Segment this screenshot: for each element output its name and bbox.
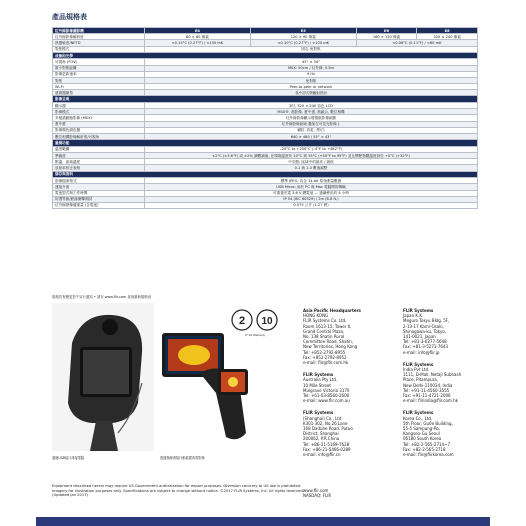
row-value: 45° × 34° <box>145 59 478 65</box>
row-value: 紅外線影像區域 疊加在可見光影像上 <box>145 121 478 127</box>
row-value: Peer-to-peer or network <box>145 84 478 90</box>
section-header <box>53 171 478 178</box>
office-line: 141-0021, Japan <box>403 334 436 340</box>
row-value: 9 Hz <box>145 71 478 77</box>
office-block <box>403 308 493 355</box>
office-line: No. 138 Shatin Rural <box>303 334 345 340</box>
office-line: Fax: +91-11-4721-2006 <box>403 393 451 399</box>
row-value: 可重複充電 3.6 V 鋰電池 — 連續使用約 4 小時 <box>145 190 478 196</box>
model-e6: E6 <box>356 28 417 34</box>
section-header <box>53 96 478 103</box>
bottom-bar <box>36 517 490 526</box>
office-line: Tel: +86-21-5169-7628 <box>303 441 350 447</box>
row-label: 連接介面 <box>53 184 145 190</box>
spec-cell: 80 × 60 像素 <box>145 34 251 40</box>
office-line: 2-13-17 Kami-Osaki, <box>403 323 444 329</box>
spec-cell: 160 × 120 像素 <box>356 34 417 40</box>
web-links <box>303 488 331 498</box>
model-e8: E8 <box>417 28 478 34</box>
spec-cell: 320 × 240 像素 <box>417 34 478 40</box>
row-value: 中央點; 區域中的最高 / 最低 <box>145 159 478 165</box>
office-line: Tel: +61-03-8560-2600 <box>303 393 350 399</box>
row-value: USB Micro: 用於 PC 與 Mac 電腦間的傳輸 <box>145 184 478 190</box>
row-value: MSX: 50cm / 紅外線: 0.5m <box>145 65 478 71</box>
model-e5: E5 <box>250 28 356 34</box>
office-name: FLIR Systems <box>303 410 334 416</box>
row-label: 影像模式 <box>53 109 145 115</box>
office-block <box>403 362 493 404</box>
row-value: 非冷卻式微輻射熱計 <box>145 90 478 96</box>
office-line: India Pvt Ltd. <box>403 367 430 373</box>
office-line: e-mail: info@flir.jp <box>403 349 440 355</box>
model-e4: E4 <box>145 28 251 34</box>
row-label: 紅外線影像解析度 <box>53 34 145 40</box>
office-line: e-mail: www.flir.com.au <box>303 398 350 404</box>
section-title: 成像和光學 <box>53 52 478 59</box>
row-label: 可視角 (FOV) <box>53 59 145 65</box>
badge-right-number: 10 <box>261 316 273 327</box>
office-line: Room 1613-15, Tower II, <box>303 323 352 329</box>
row-value: 標準 JPEG, 內含 14-bit 原始測量數據 <box>145 178 478 184</box>
office-line: Shinagawa-ku, Tokyo, <box>403 328 447 334</box>
office-line: FLIR Systems Co. Ltd. <box>303 318 347 324</box>
section-header <box>53 52 478 59</box>
spec-cell: 120 × 90 像素 <box>250 34 356 40</box>
office-line: 55-5 Sampung-Ro, <box>403 426 441 432</box>
row-label: 電池型式與工作時間 <box>53 190 145 196</box>
office-line: Kangseo-Gu Seoul <box>403 431 440 437</box>
warranty-badges <box>230 308 280 338</box>
office-line: e-mail: flir@flir.com.hk <box>303 360 349 366</box>
section-title: 量測功能 <box>53 140 478 147</box>
office-line: Australia Pty Ltd. <box>303 377 338 383</box>
office-line: Committee Road, Shatin, <box>303 339 354 345</box>
row-value: 鐵虹, 彩虹, 黑/白 <box>145 127 478 133</box>
header-label: 紅外線影像攝影機 <box>53 28 145 34</box>
office-line: Fax: +81-3-5271-7643 <box>403 344 449 350</box>
office-line: District, Shanghai <box>303 431 339 437</box>
row-label: 影像檔案格式 <box>53 178 145 184</box>
spec-table <box>52 27 478 209</box>
spec-cell: <0.15°C (0.27°F) / <150 mK <box>145 40 251 46</box>
page-title: 產品規格表 <box>52 13 87 21</box>
row-value: IP 54 (IEC 60529) / 2m (6.6 ft.) <box>145 196 478 202</box>
office-line: Tel: +852-2792-8955 <box>303 349 346 355</box>
row-label: 放射率校正表格 <box>53 165 145 171</box>
camera-usb-image <box>52 303 154 451</box>
office-line: HONG KONG <box>303 313 329 319</box>
row-value: –20°C to +250°C (–4°F to +482°F) <box>145 146 478 152</box>
office-line: 06180 South Korea <box>403 436 442 442</box>
office-line: Tel: +91-11-4560-3555 <box>403 387 450 393</box>
office-line: Fax: +852-2792-8952 <box>303 354 347 360</box>
office-line: 168 Daduhe Road, Putuo <box>303 426 353 432</box>
row-label: 顯示器 <box>53 103 145 109</box>
office-line: 200062, P.R.China <box>303 436 340 442</box>
row-label: 數位相機影像解析度/可視角 <box>53 134 145 140</box>
row-label: 熱靈敏度/NETD <box>53 40 145 46</box>
badge-caption: 2*-10 Warranty <box>244 333 266 337</box>
spec-cell: <0.10°C (0.27°F) / <100 mK <box>250 40 356 46</box>
office-block <box>403 410 493 457</box>
row-label: 點溫、區域溫度 <box>53 159 145 165</box>
row-label: 最小對焦距離 <box>53 65 145 71</box>
office-line: 1111, D-Mall, Netaji Subhash <box>403 372 462 378</box>
caption-usb: 通過USB接口連接電腦 <box>52 456 85 460</box>
office-block <box>303 410 391 457</box>
row-value: ±2°C (±3.6°F) 或 ±2% 讀數讀值, 在環境溫度於 10°C 到 35°C (+50°F to 95°F) 並且標靶物體溫度高於 +0°C (+32°F) <box>145 152 478 158</box>
row-label: 對焦模式 <box>53 46 145 52</box>
office-line: Mulgrave Victoria 3170 <box>303 387 350 393</box>
row-label: Wi-Fi <box>53 84 145 90</box>
office-line: New Delhi-110034, India <box>403 382 453 388</box>
row-value: MSX®, 熱影像, 畫中畫, 熱融合, 數位相機 <box>145 109 478 115</box>
spec-cell: <0.06°C (0.11°F) / <60 mK <box>356 40 477 46</box>
office-line: Place, Pitampura, <box>403 377 438 383</box>
website-link[interactable]: www.flir.com <box>303 488 329 493</box>
row-label: 準確度 <box>53 152 145 158</box>
office-line: 5th Floor, Gu0e Building, <box>403 420 453 426</box>
section-title: 影像呈現 <box>53 96 478 103</box>
row-value: 紅外線影像顯示增強版影像細節 <box>145 115 478 121</box>
offices-column-1 <box>303 308 391 464</box>
office-name: FLIR Systems <box>403 308 434 313</box>
section-header <box>53 140 478 147</box>
office-line: Korea Co., Ltd. <box>403 415 433 421</box>
row-label: 影像顏色調色盤 <box>53 127 145 133</box>
row-value: 0.1 到 1.0 數值調整 <box>145 165 478 171</box>
spec-row <box>53 202 478 208</box>
office-name: FLIR Systems <box>403 410 434 416</box>
office-line: K301-302, No.26 Lane <box>303 420 348 426</box>
row-label: 防護等級/跌落衝擊測試 <box>53 196 145 202</box>
row-value: 640 × 480 / 55° × 43° <box>145 134 478 140</box>
row-label: 對焦 <box>53 77 145 83</box>
office-line: Meguro Tokyu Bldg. 5F, <box>403 318 450 324</box>
office-name: FLIR Systems <box>403 361 434 367</box>
caption-wireless: 透過無線連接行動裝置查看影像 <box>160 456 205 460</box>
office-line: Japan K.K. <box>403 313 424 319</box>
office-block <box>303 308 391 365</box>
row-label: 影像更新速率 <box>53 71 145 77</box>
office-line: Fax: +86-21-5466-0289 <box>303 446 351 452</box>
section-title: 儲存與資料 <box>53 171 478 178</box>
office-block <box>303 372 391 403</box>
spec-cell: 固定-免對焦 <box>145 46 478 52</box>
office-line: e-mail: flirindia@flir.com.hk <box>403 398 458 404</box>
office-line: Tel: +81-3-6277-5648 <box>403 339 447 345</box>
nasdaq-label: NASDAQ: FLIR <box>303 493 332 499</box>
row-value: 0.575 公斤 (1.27 磅) <box>145 202 478 208</box>
row-value: 免對焦 <box>145 77 478 83</box>
office-name: FLIR Systems <box>303 372 334 378</box>
disclaimer: Equipment described herein may require US Government authorization for export purposes. Diversion contrary to US law is prohibited. Imagery for illustration purposes only. Specifications are subject to change without notice. ©2017 FLIR Systems, Inc. All rights reserved. (Updated Jan 2017) <box>52 484 304 498</box>
office-line: e-mail: info@flir.cn <box>303 452 341 458</box>
row-label: 紅外線熱像儀重量 (含電池) <box>53 202 145 208</box>
row-label: 畫中畫 <box>53 121 145 127</box>
office-line: Tel: +82-2-565-2714~7 <box>403 441 450 447</box>
office-line: (Shanghai) Co., Ltd. <box>303 415 343 421</box>
office-line: New Territories, Hong Kong <box>303 344 358 350</box>
row-label: 感測器類型 <box>53 90 145 96</box>
row-label: 多頻譜動態影像 (MSX) <box>53 115 145 121</box>
office-line: e-mail: flir@flirkorea.com <box>403 452 454 458</box>
offices-column-2 <box>403 308 493 464</box>
row-value: 3吋, 320 × 240 彩色 LCD <box>145 103 478 109</box>
office-name: Asia Pacific Headquarters <box>303 308 361 313</box>
row-label: 溫度範圍 <box>53 146 145 152</box>
badge-left-number: 2 <box>238 315 246 327</box>
office-line: Grand Central Plaza, <box>303 328 345 334</box>
office-line: 10 Mile Street <box>303 382 331 388</box>
footnote: 規格若有變更恕不另行通知 • 請至 www.flir.com 查詢最新規格表 <box>52 295 152 299</box>
office-line: Fax: +82-2-565-2718 <box>403 446 446 452</box>
